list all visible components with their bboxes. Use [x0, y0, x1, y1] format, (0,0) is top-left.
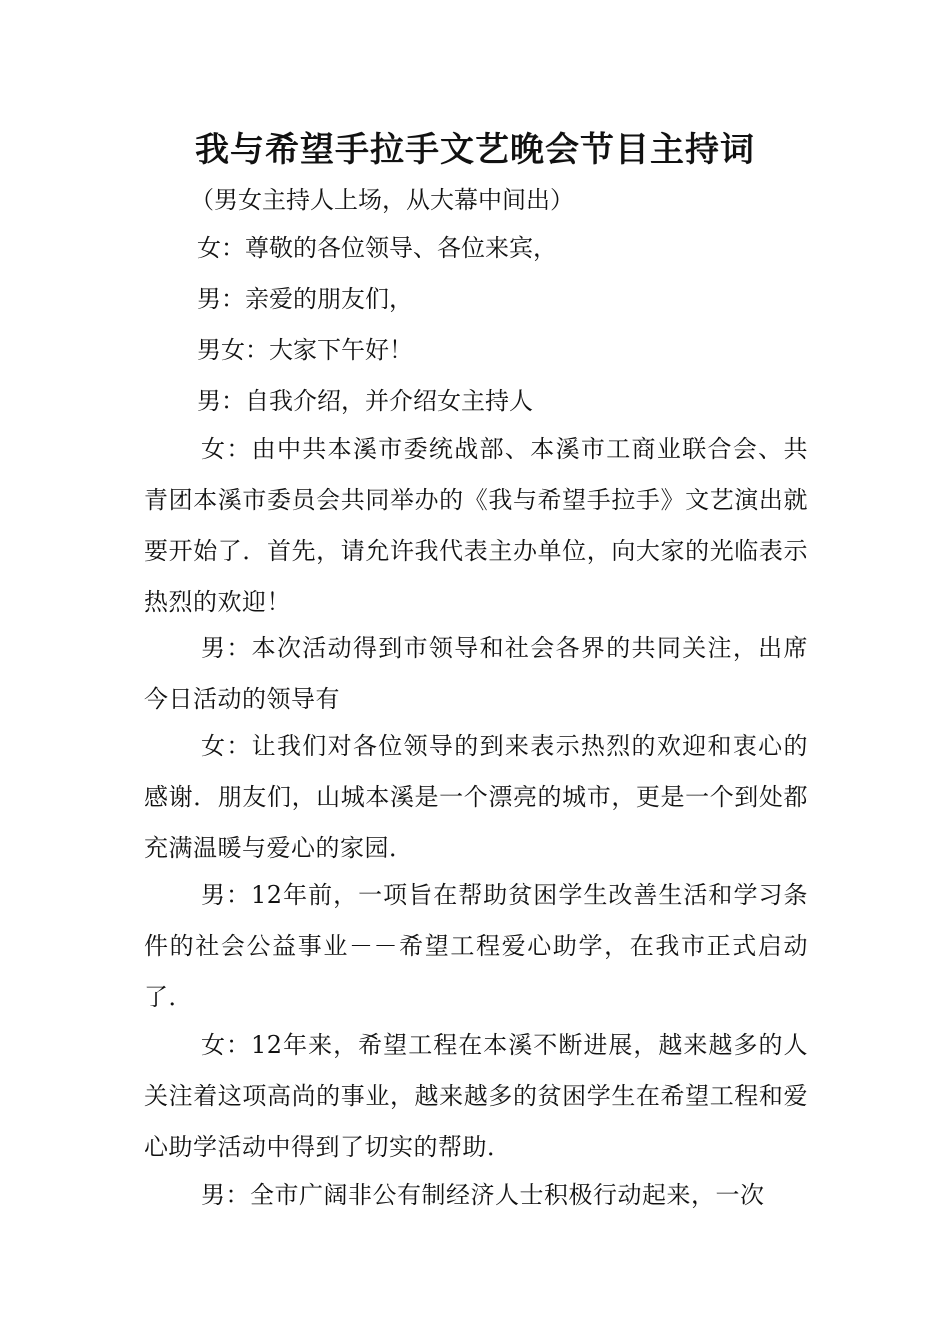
dialogue-paragraph: 女：让我们对各位领导的到来表示热烈的欢迎和衷心的感谢．朋友们，山城本溪是一个漂亮的城市，更是一个到处都充满温暖与爱心的家园．	[144, 732, 808, 862]
dialogue-paragraph: 男：12年前，一项旨在帮助贫困学生改善生活和学习条件的社会公益事业－－希望工程爱心助学，在我市正式启动了．	[144, 881, 808, 1011]
dialogue-paragraph: 男：本次活动得到市领导和社会各界的共同关注，出席今日活动的领导有	[144, 634, 808, 713]
dialogue-line: 男：亲爱的朋友们，	[197, 285, 413, 313]
dialogue-line: 男女：大家下午好！	[197, 336, 413, 364]
document-title: 我与希望手拉手文艺晚会节目主持词	[195, 130, 755, 170]
dialogue-paragraph: 女：由中共本溪市委统战部、本溪市工商业联合会、共青团本溪市委员会共同举办的《我与希望手拉手》文艺演出就要开始了．首先，请允许我代表主办单位，向大家的光临表示热烈的欢迎！	[144, 435, 808, 616]
dialogue-paragraph: 男：全市广阔非公有制经济人士积极行动起来，一次	[201, 1181, 765, 1209]
dialogue-line: 女：尊敬的各位领导、各位来宾，	[197, 234, 557, 262]
stage-direction: （男女主持人上场，从大幕中间出）	[190, 186, 574, 214]
dialogue-paragraph: 女：12年来，希望工程在本溪不断进展，越来越多的人关注着这项高尚的事业，越来越多的贫困学生在希望工程和爱心助学活动中得到了切实的帮助．	[144, 1031, 808, 1161]
dialogue-line: 男：自我介绍，并介绍女主持人	[197, 387, 533, 415]
